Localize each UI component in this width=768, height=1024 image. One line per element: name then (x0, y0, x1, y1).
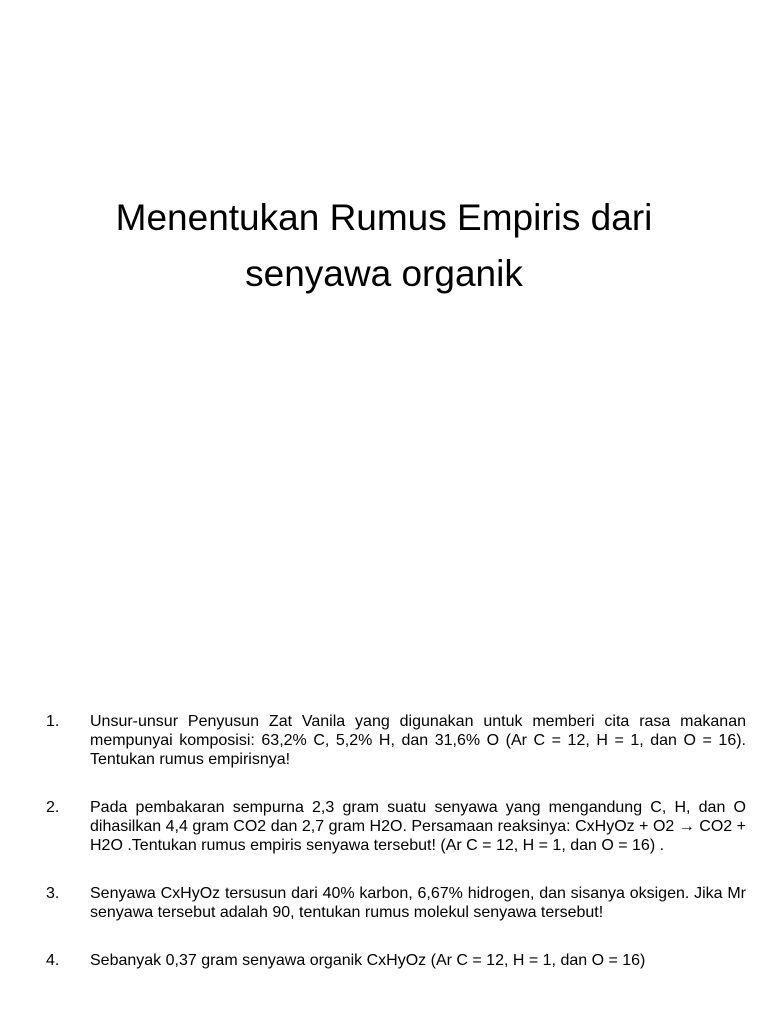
slide-title-line-2: senyawa organik (245, 253, 523, 294)
question-text: Unsur-unsur Penyusun Zat Vanila yang digunakan untuk memberi cita rasa makanan mempunyai komposisi: 63,2% C, 5,2% H, dan 31,6% O (Ar C = 12, H = 1, dan O = 16). Tentukan rumus empirisnya! (90, 713, 746, 768)
question-number: 2. (46, 799, 60, 816)
question-text: Pada pembakaran sempurna 2,3 gram suatu senyawa yang mengandung C, H, dan O dihasilkan 4,4 gram CO2 dan 2,7 gram H2O. Persamaan reaksinya: CxHyOz + O2 → CO2 + H2O .Tentukan rumus empiris senyawa tersebut! (Ar C = 12, H = 1, dan O = 16) . (90, 799, 746, 854)
question-number: 4. (46, 952, 60, 969)
slide-title-line-1: Menentukan Rumus Empiris dari (115, 197, 653, 238)
question-item-1 (46, 712, 746, 769)
question-item-4 (46, 951, 746, 970)
question-item-3 (46, 884, 746, 922)
question-number: 3. (46, 885, 60, 902)
slide-title (20, 190, 748, 302)
question-number: 1. (46, 713, 60, 730)
question-text: Sebanyak 0,37 gram senyawa organik CxHyOz (Ar C = 12, H = 1, dan O = 16) (90, 952, 646, 969)
question-text: Senyawa CxHyOz tersusun dari 40% karbon, 6,67% hidrogen, dan sisanya oksigen. Jika Mr senyawa tersebut adalah 90, tentukan rumus molekul senyawa tersebut! (90, 885, 746, 921)
question-list (46, 712, 746, 999)
question-item-2 (46, 798, 746, 855)
